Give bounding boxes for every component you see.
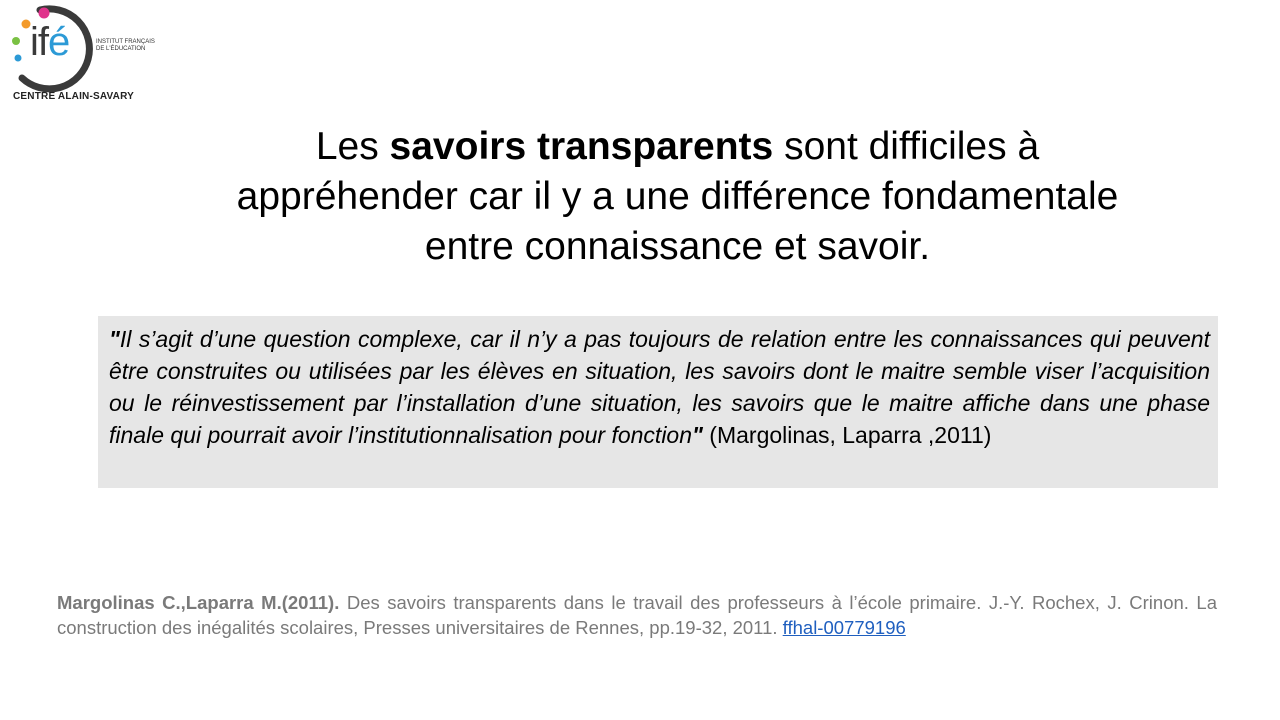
logo-wordmark-prefix: if	[30, 20, 48, 64]
logo-dot-pink-icon	[39, 8, 50, 19]
logo-dot-blue-icon	[15, 55, 22, 62]
title-after: sont difficiles à appréhender car il y a une différence fondamentale entre connaissance et savoir.	[236, 125, 1119, 268]
logo-wordmark-accent: é	[48, 20, 70, 64]
logo-caption: CENTRE ALAIN-SAVARY	[13, 91, 135, 102]
quote-box	[98, 316, 1218, 488]
logo-dot-green-icon	[12, 37, 20, 45]
quote-close-mark: "	[692, 422, 703, 448]
quote-text: Il s’agit d’une question complexe, car il n’y a pas toujours de relation entre les connaissances qui peuvent être construites ou utilisées par les élèves en situation, les savoirs dont le maitre semble viser l’acquisition ou le réinvestissement par l’installation d’une situation, les savoirs que le maitre affiche dans une phase finale qui pourrait avoir l’institutionnalisation pour fonction	[109, 326, 1210, 448]
ife-logo	[6, 4, 156, 104]
slide-title	[230, 122, 1125, 272]
reference-hal-link[interactable]: ffhal-00779196	[782, 617, 906, 638]
quote-open-mark: "	[109, 326, 120, 352]
title-before: Les	[315, 125, 390, 168]
reference-body: Des savoirs transparents dans le travail des professeurs à l’école primaire. J.-Y. Rochex, J. Crinon. La construction des inégalités scolaires, Presses universitaires de Rennes, pp.19-32, 2011.	[57, 592, 1218, 638]
logo-wordmark	[30, 22, 69, 62]
title-bold-term: savoirs transparents	[389, 125, 774, 168]
quote-paragraph	[109, 323, 1210, 451]
bibliographic-reference	[57, 590, 1217, 640]
reference-authors: Margolinas C.,Laparra M.(2011).	[57, 592, 340, 613]
logo-org-name: INSTITUT FRANÇAIS DE L'ÉDUCATION	[96, 39, 155, 52]
quote-citation: (Margolinas, Laparra ,2011)	[702, 422, 992, 448]
